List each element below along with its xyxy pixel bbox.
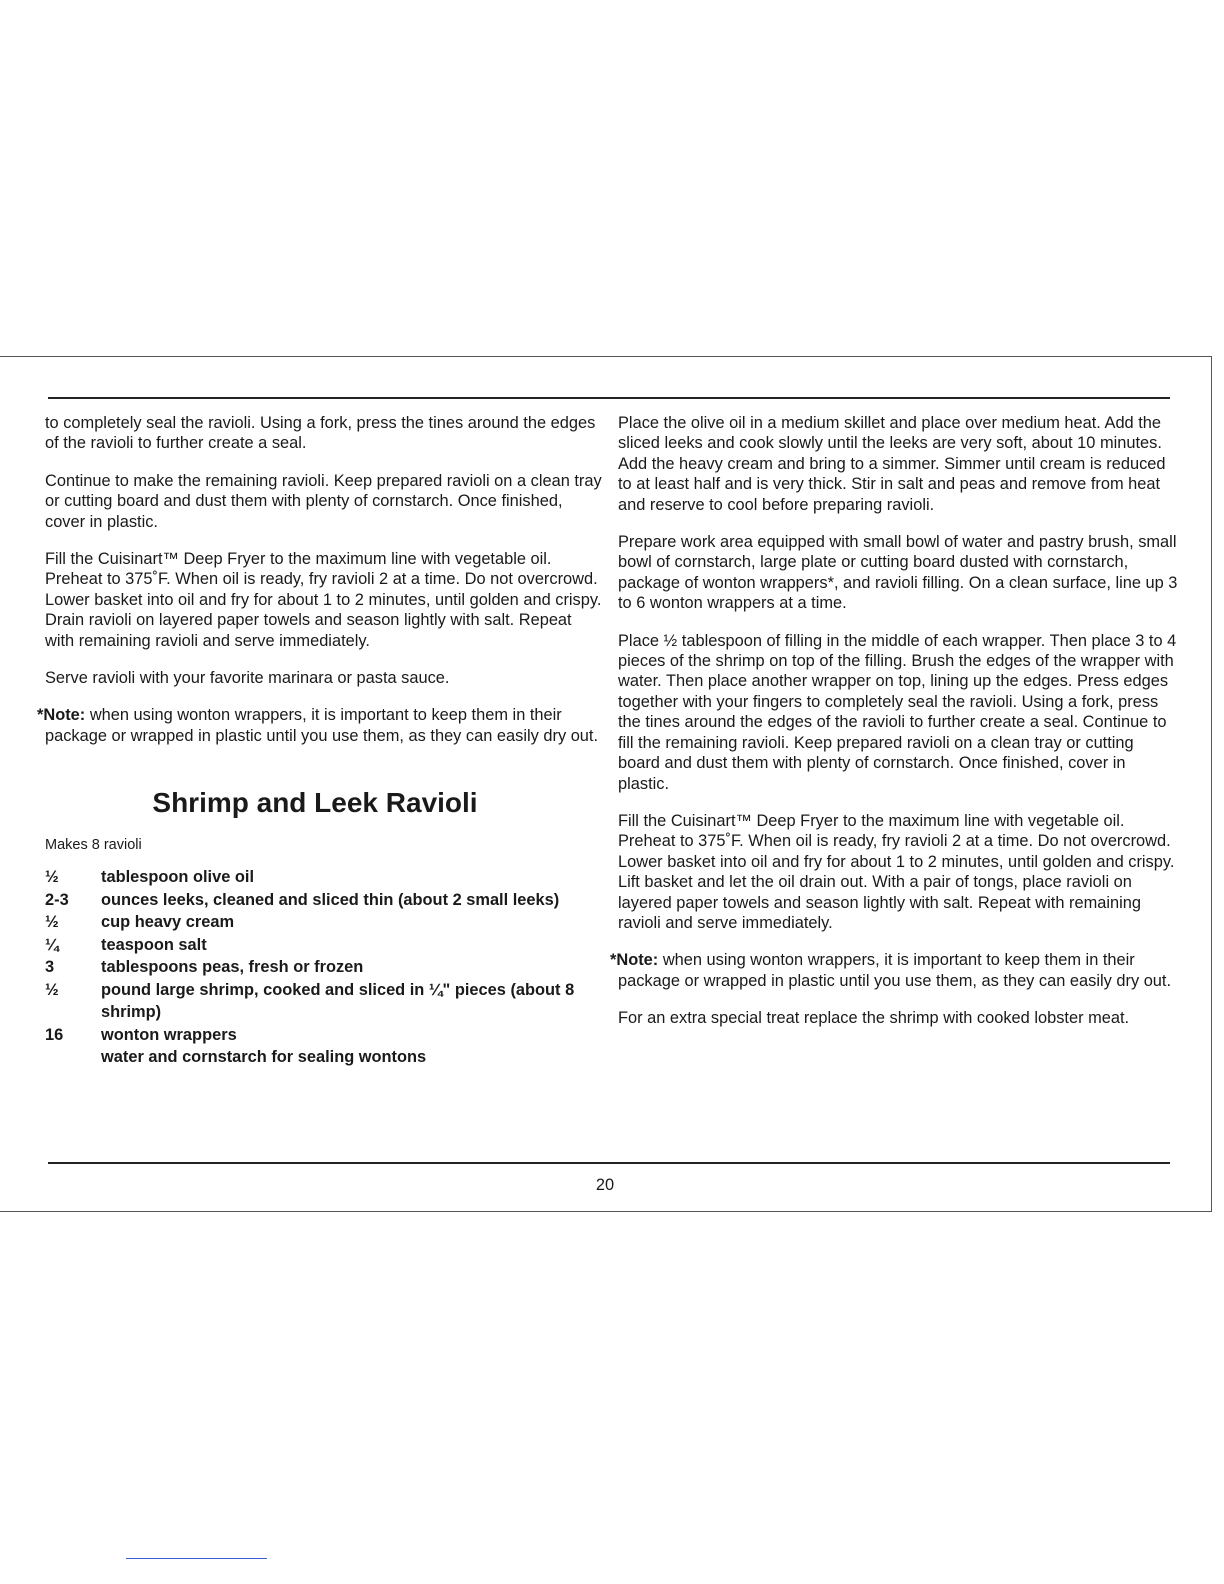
ingredient-text: tablespoons peas, fresh or frozen <box>101 958 364 977</box>
ingredient-text: cup heavy cream <box>101 913 235 932</box>
recipe-yield: Makes 8 ravioli <box>45 837 142 854</box>
ingredient-item <box>45 911 605 934</box>
left-paragraph-1: to completely seal the ravioli. Using a fork, press the tines around the edges of the ravioli to further create a seal. <box>45 414 596 453</box>
ingredient-qty: ½ <box>45 980 59 999</box>
note-label: *Note: <box>37 706 86 725</box>
ingredient-text: water and cornstarch for sealing wontons <box>101 1048 427 1067</box>
note-text: when using wonton wrappers, it is important to keep them in their package or wrapped in plastic until you use them, as they can easily dry out. <box>618 951 1172 990</box>
right-paragraph-1: Place the olive oil in a medium skillet and place over medium heat. Add the sliced leeks and cook slowly until the leeks are very soft, about 10 minutes. Add the heavy cream and bring to a simmer. Simmer until cream is reduced to at least half and is very thick. Stir in salt and peas and remove from heat and reserve to cool before preparing ravioli. <box>618 414 1166 514</box>
ingredient-item <box>45 956 605 979</box>
left-paragraph-3: Fill the Cuisinart™ Deep Fryer to the maximum line with vegetable oil. Preheat to 375˚F. When oil is ready, fry ravioli 2 at a time. Do not overcrowd. Lower basket into oil and fry for about 1 to 2 minutes, until golden and crispy. Drain ravioli on layered paper towels and season lightly with salt. Repeat with remaining ravioli and serve immediately. <box>45 550 602 650</box>
note-label: *Note: <box>610 951 659 970</box>
left-paragraph-4: Serve ravioli with your favorite marinara or pasta sauce. <box>45 669 450 688</box>
ingredient-qty: ½ <box>45 913 59 932</box>
ingredient-item <box>45 979 605 1024</box>
link-underline[interactable] <box>126 1558 267 1559</box>
right-column <box>610 413 1178 1046</box>
note-text: when using wonton wrappers, it is important to keep them in their package or wrapped in plastic until you use them, as they can easily dry out. <box>45 706 599 745</box>
ingredient-item <box>45 889 605 912</box>
ingredient-item <box>45 1046 605 1069</box>
right-paragraph-3: Place ½ tablespoon of filling in the middle of each wrapper. Then place 3 to 4 pieces of the shrimp on top of the filling. Brush the edges of the wrapper with water. Then place another wrapper on top, lining up the edges. Press edges together with your fingers to completely seal the ravioli. Using a fork, press the tines around the edges of the ravioli to further create a seal. Continue to fill the remaining ravioli. Keep prepared ravioli on a clean tray or cutting board and dust them with plenty of cornstarch. Once finished, cover in plastic. <box>618 631 1177 793</box>
left-note <box>37 705 605 746</box>
ingredient-qty: ¼ <box>45 935 59 954</box>
recipe-title: Shrimp and Leek Ravioli <box>152 787 478 819</box>
top-rule <box>48 397 1170 399</box>
ingredient-text: wonton wrappers <box>101 1025 237 1044</box>
ingredient-text: teaspoon salt <box>101 935 207 954</box>
ingredient-qty: ½ <box>45 868 59 887</box>
ingredient-qty: 3 <box>45 958 55 977</box>
page-number: 20 <box>595 1176 615 1194</box>
ingredient-text: ounces leeks, cleaned and sliced thin (about 2 small leeks) <box>101 890 560 909</box>
right-paragraph-4: Fill the Cuisinart™ Deep Fryer to the maximum line with vegetable oil. Preheat to 375˚F. When oil is ready, fry ravioli 2 at a time. Do not overcrowd. Lower basket into oil and fry for about 1 to 2 minutes, until golden and crispy. Lift basket and let the oil drain out. With a pair of tongs, place ravioli on layered paper towels and season lightly with salt. Repeat with remaining ravioli and serve immediately. <box>618 811 1175 932</box>
right-note <box>610 950 1178 991</box>
ingredient-text: tablespoon olive oil <box>101 868 254 887</box>
ingredient-qty: 16 <box>45 1025 64 1044</box>
ingredient-text: pound large shrimp, cooked and sliced in ¼" pieces (about 8 shrimp) <box>101 980 575 1022</box>
ingredient-item <box>45 866 605 889</box>
left-paragraph-2: Continue to make the remaining ravioli. Keep prepared ravioli on a clean tray or cutting board and dust them with plenty of cornstarch. Once finished, cover in plastic. <box>45 471 602 531</box>
ingredient-list <box>45 866 605 1069</box>
bottom-rule <box>48 1162 1170 1164</box>
ingredient-item <box>45 934 605 957</box>
ingredient-item <box>45 1024 605 1047</box>
ingredient-qty: 2-3 <box>45 890 69 909</box>
left-column <box>37 413 605 1069</box>
right-closing-paragraph: For an extra special treat replace the shrimp with cooked lobster meat. <box>618 1009 1130 1028</box>
right-paragraph-2: Prepare work area equipped with small bowl of water and pastry brush, small bowl of cornstarch, large plate or cutting board dusted with cornstarch, package of wonton wrappers*, and ravioli filling. On a clean surface, line up 3 to 6 wonton wrappers at a time. <box>618 533 1178 613</box>
